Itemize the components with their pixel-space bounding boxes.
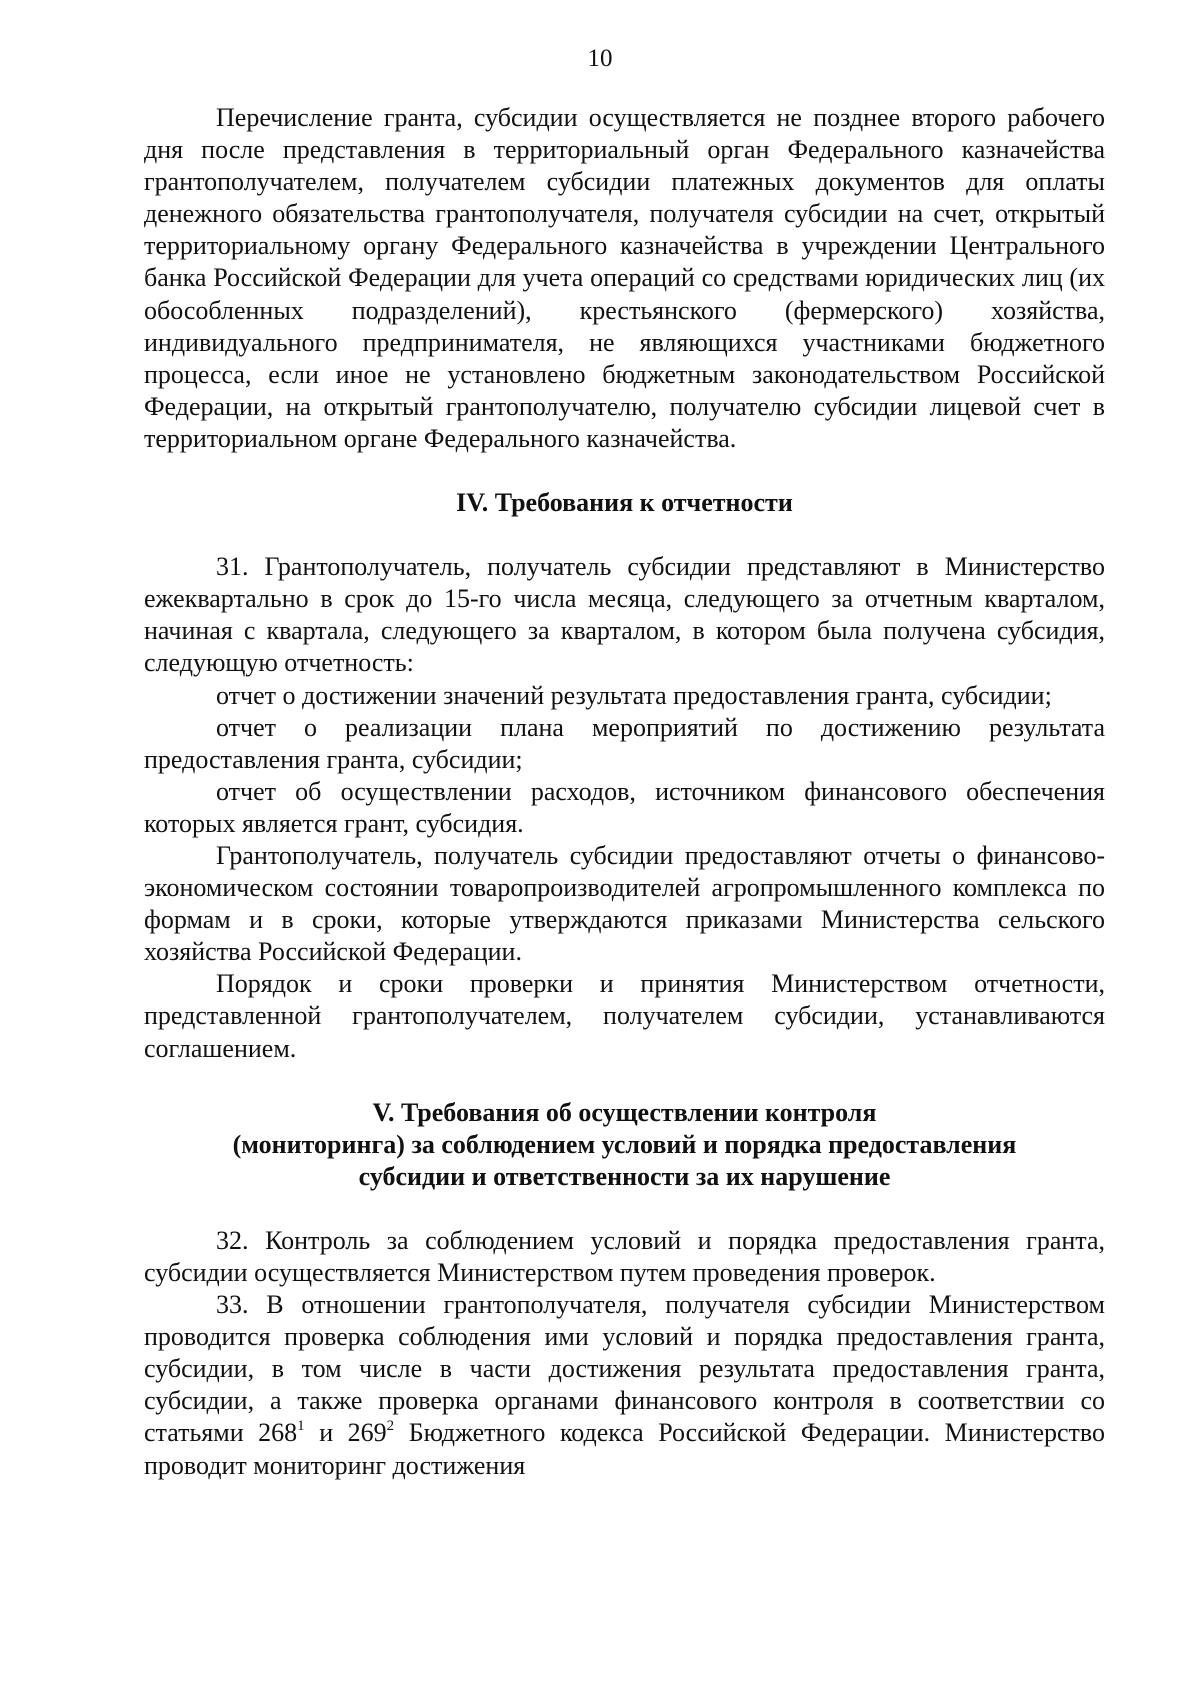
- paragraph-verification-order: Порядок и сроки проверки и принятия Министерством отчетности, представленной грантополучателем, получателем субсидии, устанавливаются соглашением.: [144, 969, 1105, 1063]
- section-heading-control-line1: V. Требования об осуществлении контроля: [372, 1097, 877, 1127]
- report-item-results: отчет о достижении значений результата предоставления гранта, субсидии;: [216, 680, 1052, 710]
- document-body: [144, 102, 1105, 1482]
- paragraph-33-text-b: и 269: [304, 1418, 387, 1448]
- paragraph-33: [144, 1289, 1105, 1482]
- superscript-article-268: 1: [297, 1418, 305, 1435]
- paragraph-grant-transfer: Перечисление гранта, субсидии осуществляется не позднее второго рабочего дня после представления в территориальный орган Федерального казначейства грантополучателем, получателем субсидии платежных документов для оплаты денежного обязательства грантополучателя, получателя субсидии на счет, открытый территориальному органу Федерального казначейства в учреждении Центрального банка Российской Федерации для учета операций со средствами юридических лиц (их обособленных подразделений), крестьянского (фермерского) хозяйства, индивидуального предпринимателя, не являющихся участниками бюджетного процесса, если иное не установлено бюджетным законодательством Российской Федерации, на открытый грантополучателю, получателю субсидии лицевой счет в территориальном органе Федерального казначейства.: [144, 103, 1105, 453]
- paragraph-31: 31. Грантополучатель, получатель субсидии представляют в Министерство ежеквартально в срок до 15-го числа месяца, следующего за отчетным кварталом, начиная с квартала, следующего за кварталом, в котором была получена субсидия, следующую отчетность:: [144, 552, 1105, 678]
- section-heading-control: [144, 1097, 1105, 1193]
- page-number: 10: [587, 45, 613, 72]
- section-heading-control-line3: субсидии и ответственности за их нарушение: [358, 1161, 891, 1191]
- report-item-plan: отчет о реализации плана мероприятий по достижению результата предоставления гранта, субсидии;: [144, 712, 1105, 774]
- paragraph-32: 32. Контроль за соблюдением условий и порядка предоставления гранта, субсидии осуществляется Министерством путем проведения проверок.: [144, 1225, 1105, 1287]
- paragraph-33-text-c: Бюджетного кодекса Российской Федерации. Министерство проводит мониторинг достижения: [144, 1418, 1105, 1480]
- section-heading-control-line2: (мониторинга) за соблюдением условий и порядка предоставления: [232, 1129, 1017, 1159]
- paragraph-financial-reports: Грантополучатель, получатель субсидии предоставляют отчеты о финансово-экономическом состоянии товаропроизводителей агропромышленного комплекса по формам и в сроки, которые утверждаются приказами Министерства сельского хозяйства Российской Федерации.: [144, 840, 1105, 967]
- paragraph-33-text-a: 33. В отношении грантополучателя, получателя субсидии Министерством проводится проверка соблюдения ими условий и порядка предоставления гранта, субсидии, в том числе в части достижения результата предоставления гранта, субсидии, а также проверка органами финансового контроля в соответствии со статьями 268: [144, 1290, 1105, 1448]
- superscript-article-269: 2: [386, 1418, 395, 1435]
- section-heading-reporting: IV. Требования к отчетности: [456, 488, 793, 518]
- report-item-expenses: отчет об осуществлении расходов, источником финансового обеспечения которых является грант, субсидия.: [144, 776, 1105, 838]
